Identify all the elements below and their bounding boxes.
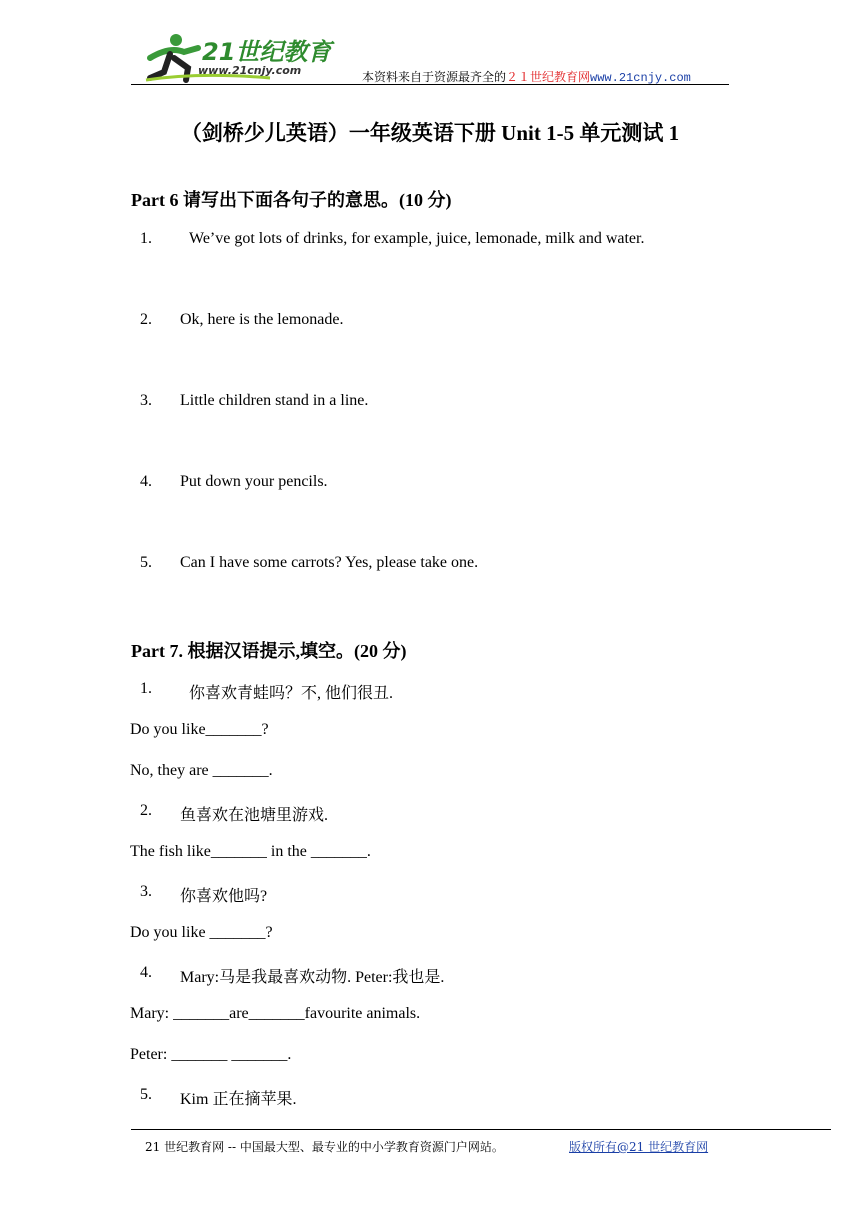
item-chinese-prompt: Mary:马是我最喜欢动物. Peter:我也是.: [180, 969, 445, 986]
item-chinese-prompt: 鱼喜欢在池塘里游戏.: [180, 807, 329, 824]
item-sentence: Ok, here is the lemonade.: [180, 311, 344, 328]
item-number: 4.: [140, 964, 152, 981]
page-title: （剑桥少儿英语）一年级英语下册 Unit 1-5 单元测试 1: [180, 121, 680, 145]
header-note: [362, 68, 691, 85]
item-number: 1.: [140, 230, 152, 247]
logo-url: www.21cnjy.com: [198, 64, 302, 77]
item-number: 5.: [140, 554, 152, 571]
item-sentence: Little children stand in a line.: [180, 392, 369, 409]
item-number: 3.: [140, 392, 152, 409]
fill-blank-line: No, they are _______.: [130, 762, 273, 779]
item-sentence: We’ve got lots of drinks, for example, juice, lemonade, milk and water.: [189, 230, 645, 247]
item-number: 1.: [140, 680, 152, 697]
item-number: 3.: [140, 883, 152, 900]
fill-blank-line: Do you like _______?: [130, 924, 273, 941]
header-divider: [131, 84, 729, 85]
logo-title: 21世纪教育: [202, 38, 332, 66]
item-sentence: Put down your pencils.: [180, 473, 328, 490]
header-note-prefix: 本资料来自于资源最齐全的: [362, 70, 507, 84]
site-logo: [140, 28, 340, 84]
item-sentence: Can I have some carrots? Yes, please take one.: [180, 554, 479, 571]
item-number: 5.: [140, 1086, 152, 1103]
item-chinese-prompt: Kim 正在摘苹果.: [180, 1091, 297, 1108]
part7-title: Part 7. 根据汉语提示,填空。(20 分): [131, 641, 407, 661]
header-site-name[interactable]: ２１世纪教育网: [506, 70, 591, 84]
item-number: 4.: [140, 473, 152, 490]
item-chinese-prompt: 你喜欢他吗?: [180, 888, 268, 905]
item-number: 2.: [140, 311, 152, 328]
fill-blank-line: Peter: _______ _______.: [130, 1046, 292, 1063]
footer-text: 21 世纪教育网 -- 中国最大型、最专业的中小学教育资源门户网站。: [145, 1140, 504, 1154]
footer-copyright-link[interactable]: 版权所有@21 世纪教育网: [569, 1140, 709, 1154]
item-number: 2.: [140, 802, 152, 819]
item-chinese-prompt: 你喜欢青蛙吗？不, 他们很丑.: [189, 685, 394, 702]
footer-divider: [131, 1129, 831, 1130]
part6-title: Part 6 请写出下面各句子的意思。(10 分): [131, 190, 452, 210]
header-site-url[interactable]: www.21cnjy.com: [590, 71, 691, 85]
fill-blank-line: Mary: _______are_______favourite animals.: [130, 1005, 421, 1022]
fill-blank-line: The fish like_______ in the _______.: [130, 843, 371, 860]
fill-blank-line: Do you like_______?: [130, 721, 269, 738]
